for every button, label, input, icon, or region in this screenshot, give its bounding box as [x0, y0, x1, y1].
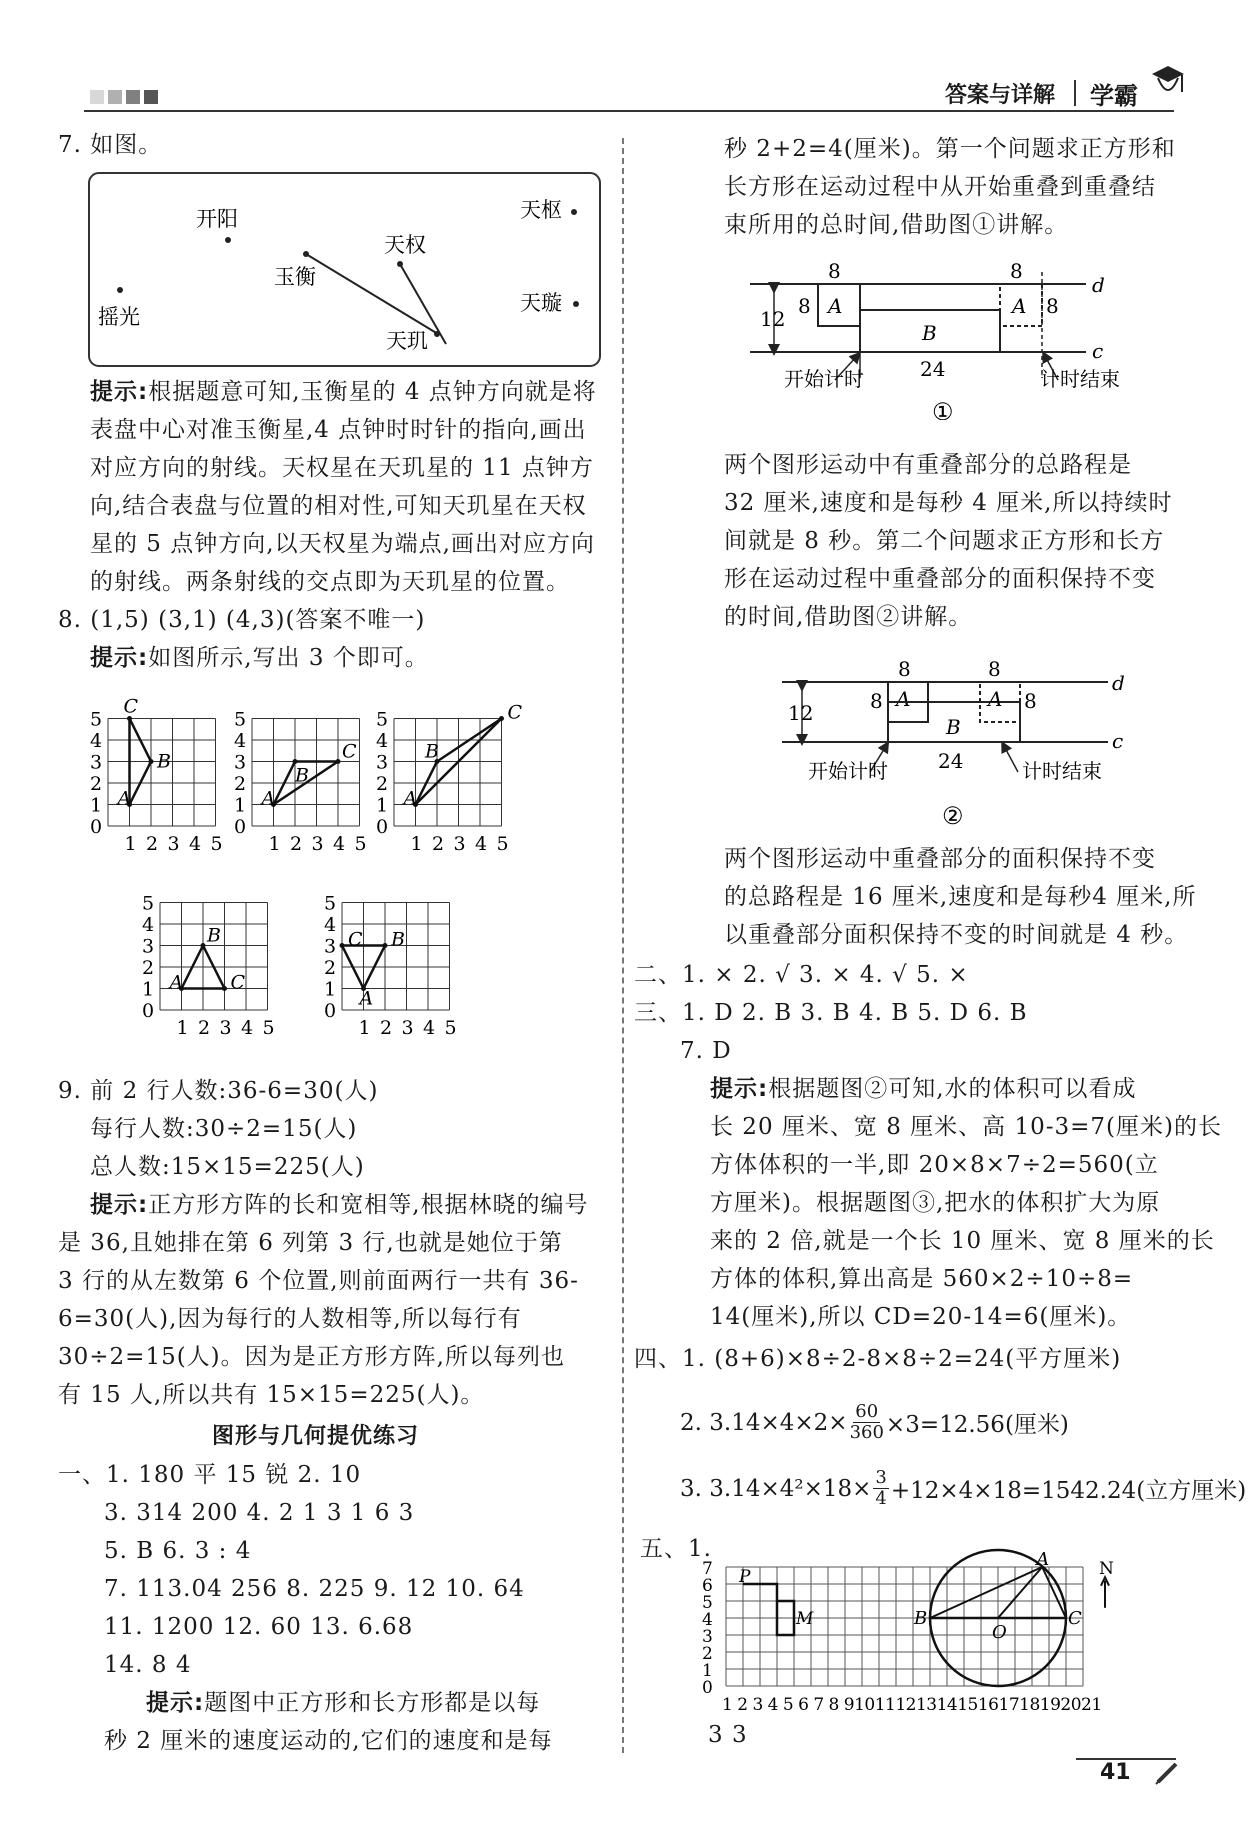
part3-hint-6: 14(厘米),所以 CD=20-14=6(厘米)。 [710, 1304, 1132, 1330]
svg-text:8: 8 [870, 689, 883, 713]
q9-hint-line-2: 3 行的从左数第 6 个位置,则前面两行一共有 36- [58, 1268, 579, 1294]
svg-text:M: M [796, 1609, 814, 1629]
q8-hint: 如图所示,写出 3 个即可。 [148, 645, 429, 671]
point-label-A: A [261, 787, 276, 810]
star-label-kaiyang: 开阳 [196, 207, 238, 231]
point-label-B: B [425, 740, 439, 763]
grid-y-label: 1 [376, 794, 389, 817]
svg-text:24: 24 [920, 357, 946, 381]
right-mid-3: 形在运动过程中重叠部分的面积保持不变 [724, 566, 1156, 592]
grid-x-label: 3 [311, 833, 324, 855]
grid-x-label: 2 [432, 833, 445, 855]
point-label-B: B [207, 924, 221, 947]
svg-text:c: c [1112, 729, 1124, 753]
grid-y-label: 3 [90, 751, 103, 774]
svg-text:B: B [922, 321, 937, 345]
grid-y-label: 1 [234, 794, 247, 817]
start-label: 开始计时 [784, 367, 864, 391]
grid-y-label: 3 [142, 935, 155, 958]
svg-text:24: 24 [938, 749, 964, 773]
point-label-A: A [403, 787, 418, 810]
svg-text:d: d [1112, 671, 1125, 695]
svg-text:A: A [988, 687, 1003, 711]
svg-text:8: 8 [988, 657, 1001, 681]
q9-line-0: 9. 前 2 行人数:36-6=30(人) [58, 1078, 379, 1104]
grid5-y-label: 7 [702, 1559, 713, 1579]
right-mid-0: 两个图形运动中有重叠部分的总路程是 [724, 452, 1132, 478]
grid-x-label: 4 [475, 833, 488, 855]
part1-line-5: 14. 8 4 [104, 1652, 192, 1678]
grid5-y-label: 0 [702, 1678, 713, 1698]
grid-y-label: 3 [324, 935, 337, 958]
part1-line-3: 7. 113.04 256 8. 225 9. 12 10. 64 [104, 1576, 525, 1602]
grid-x-label: 5 [354, 833, 367, 855]
grid-x-label: 4 [423, 1017, 436, 1039]
q9-line-1: 每行人数:30÷2=15(人) [90, 1116, 358, 1142]
right-intro-1: 长方形在运动过程中从开始重叠到重叠结 [724, 174, 1156, 200]
section-title: 图形与几何提优练习 [212, 1424, 420, 1449]
point-label-B: B [157, 750, 171, 773]
grid-x-label: 5 [262, 1017, 275, 1039]
star-label-tianxuan: 天璇 [520, 291, 562, 315]
grid-x-label: 2 [146, 833, 159, 855]
point-label-C: C [507, 701, 523, 724]
grid-y-label: 2 [90, 773, 103, 795]
svg-text:8: 8 [828, 259, 841, 283]
part1-line-0: 一、1. 180 平 15 锐 2. 10 [58, 1462, 362, 1488]
grid-y-label: 0 [234, 816, 247, 838]
grid-y-label: 1 [142, 978, 155, 1001]
grid-y-label: 5 [234, 708, 247, 731]
right-mid-1: 32 厘米,速度和是每秒 4 厘米,所以持续时 [724, 490, 1173, 516]
grid-x-label: 4 [189, 833, 202, 855]
right-intro-2: 束所用的总时间,借助图①讲解。 [724, 212, 1069, 238]
svg-text:8: 8 [1046, 294, 1059, 318]
svg-text:A: A [896, 687, 911, 711]
star-label-tianshu: 天枢 [520, 198, 562, 222]
line-d-label: d [1092, 273, 1105, 297]
q7-hint-label: 提示: [90, 379, 149, 405]
point-label-B: B [391, 928, 405, 951]
part3-hint-label: 提示: [710, 1076, 769, 1102]
pencil-icon [1152, 1758, 1182, 1788]
grid-x-label: 1 [176, 1017, 189, 1039]
grid-x-label: 1 [410, 833, 423, 855]
q9-hint-line-3: 6=30(人),因为每行的人数相等,所以每行有 [58, 1306, 522, 1332]
grid-x-label: 1 [358, 1017, 371, 1039]
svg-text:C: C [1068, 1608, 1082, 1629]
svg-text:A: A [1036, 1549, 1050, 1570]
figure-2-label: ② [942, 802, 964, 828]
right-after-2: 以重叠部分面积保持不变的时间就是 4 秒。 [724, 922, 1189, 948]
grid5-x-axis-labels: 1 2 3 4 5 6 7 8 9101112131415161718192021 [722, 1695, 1102, 1715]
grid-y-label: 2 [324, 957, 337, 979]
svg-text:B: B [914, 1608, 928, 1629]
part5-label: 五、1. [640, 1536, 712, 1562]
grid-y-label: 1 [324, 978, 337, 1001]
motion-figure-1 [740, 252, 1160, 420]
part3-hint-2: 方体体积的一半,即 20×8×7÷2=560(立 [710, 1152, 1159, 1178]
grid-x-label: 5 [496, 833, 509, 855]
point-label-C: C [123, 695, 139, 718]
grid-y-label: 0 [90, 816, 103, 838]
right-mid-2: 间就是 8 秒。第二个问题求正方形和长方 [724, 528, 1165, 554]
svg-text:8: 8 [1024, 689, 1037, 713]
header-title: 答案与详解 [945, 83, 1056, 108]
part5-grid [700, 1536, 1170, 1722]
grid-x-label: 3 [219, 1017, 232, 1039]
grid-x-label: 5 [444, 1017, 457, 1039]
point-label-A: A [169, 971, 184, 994]
grid-y-label: 5 [142, 892, 155, 915]
part2-answers: 二、1. × 2. √ 3. × 4. √ 5. × [634, 962, 969, 988]
q9-hint-line-5: 有 15 人,所以共有 15×15=225(人)。 [58, 1382, 485, 1408]
q7-star-map [88, 172, 602, 368]
svg-text:A: A [1012, 294, 1027, 318]
grid5-y-label: 5 [702, 1593, 713, 1613]
q7-hint-line-1: 表盘中心对准玉衡星,4 点钟时时针的指向,画出 [90, 417, 587, 443]
svg-text:8: 8 [798, 294, 811, 318]
right-after-1: 的总路程是 16 厘米,速度和是每秒4 厘米,所 [724, 884, 1197, 910]
grid-y-label: 4 [376, 730, 389, 752]
grid-y-label: 5 [90, 708, 103, 731]
grid-x-label: 3 [453, 833, 466, 855]
q9-line-2: 总人数:15×15=225(人) [90, 1154, 365, 1180]
star-label-yuheng: 玉衡 [274, 265, 316, 289]
q14-hint-line-1: 秒 2 厘米的速度运动的,它们的速度和是每 [104, 1728, 553, 1754]
grid-x-label: 2 [198, 1017, 211, 1039]
grid-x-label: 4 [333, 833, 346, 855]
grid-x-label: 2 [380, 1017, 393, 1039]
point-label-B: B [295, 764, 309, 787]
height-12-label: 12 [760, 307, 786, 331]
grid-y-label: 4 [234, 730, 247, 752]
point-label-C: C [230, 971, 246, 994]
right-intro-0: 秒 2+2=4(厘米)。第一个问题求正方形和 [724, 136, 1176, 162]
star-label-tianji: 天玑 [386, 329, 428, 353]
grid-y-label: 2 [376, 773, 389, 795]
grid-y-label: 4 [142, 914, 155, 936]
point-label-A: A [359, 987, 374, 1010]
svg-text:开始计时: 开始计时 [808, 759, 888, 783]
q9-hint-label: 提示: [90, 1192, 149, 1218]
grid5-y-label: 2 [702, 1644, 713, 1664]
part3-hint-5: 方体的体积,算出高是 560×2÷10÷8= [710, 1266, 1134, 1292]
grid5-y-label: 1 [702, 1661, 713, 1681]
svg-text:N: N [1099, 1558, 1114, 1579]
grid-y-label: 4 [324, 914, 337, 936]
mortarboard-icon [1148, 62, 1188, 106]
part3-answers: 三、1. D 2. B 3. B 4. B 5. D 6. B [634, 1000, 1028, 1026]
q7-hint-line-5: 的射线。两条射线的交点即为天玑星的位置。 [90, 569, 570, 595]
grid-x-label: 3 [167, 833, 180, 855]
part4-q1: 四、1. (8+6)×8÷2-8×8÷2=24(平方厘米) [634, 1346, 1122, 1372]
grid-x-label: 1 [124, 833, 137, 855]
svg-text:O: O [992, 1622, 1007, 1643]
part3-hint-3: 方厘米)。根据题图③,把水的体积扩大为原 [710, 1190, 1161, 1216]
q8-hint-label: 提示: [90, 645, 149, 671]
grid-y-label: 5 [324, 892, 337, 915]
page-number: 41 [1100, 1760, 1131, 1785]
grid-y-label: 2 [234, 773, 247, 795]
q14-hint-label: 提示: [146, 1690, 205, 1716]
part5-answer: 3 3 [708, 1722, 748, 1748]
q9-hint-line-1: 是 36,且她排在第 6 列第 3 行,也就是她位于第 [58, 1230, 563, 1256]
line-c-label: c [1092, 339, 1104, 363]
header-brand: 学霸 [1090, 82, 1138, 110]
grid-y-label: 3 [234, 751, 247, 774]
grid-y-label: 3 [376, 751, 389, 774]
svg-text:8: 8 [1010, 259, 1023, 283]
part3-hint-1: 长 20 厘米、宽 8 厘米、高 10-3=7(厘米)的长 [710, 1114, 1222, 1140]
grid-y-label: 0 [376, 816, 389, 838]
grid-x-label: 4 [241, 1017, 254, 1039]
q8-answer: 8. (1,5) (3,1) (4,3)(答案不唯一) [58, 607, 426, 633]
grid5-y-label: 6 [702, 1576, 713, 1596]
grid5-y-label: 3 [702, 1627, 713, 1647]
part1-line-4: 11. 1200 12. 60 13. 6.68 [104, 1614, 414, 1640]
right-mid-4: 的时间,借助图②讲解。 [724, 604, 973, 630]
part1-line-1: 3. 314 200 4. 2 1 3 1 6 3 [104, 1500, 415, 1526]
point-label-C: C [342, 740, 357, 763]
q9-hint-line-4: 30÷2=15(人)。因为是正方形方阵,所以每列也 [58, 1344, 565, 1370]
svg-text:12: 12 [788, 701, 814, 725]
star-label-yaoguang: 摇光 [98, 305, 140, 329]
part3-hint-0: 根据题图②可知,水的体积可以看成 [768, 1076, 1137, 1102]
grid-y-label: 5 [376, 708, 389, 731]
right-after-0: 两个图形运动中重叠部分的面积保持不变 [724, 846, 1156, 872]
part3-hint-4: 来的 2 倍,就是一个长 10 厘米、宽 8 厘米的长 [710, 1228, 1215, 1254]
grid-x-label: 1 [268, 833, 281, 855]
q7-hint-line-0: 根据题意可知,玉衡星的 4 点钟方向就是将 [148, 379, 597, 405]
svg-text:计时结束: 计时结束 [1022, 759, 1102, 783]
q9-hint-line-0: 正方形方阵的长和宽相等,根据林晓的编号 [148, 1192, 589, 1218]
q8-grids [88, 690, 628, 1050]
grid-y-label: 4 [90, 730, 103, 752]
grid-y-label: 1 [90, 794, 103, 817]
star-label-tianquan: 天权 [384, 233, 426, 257]
grid-y-label: 0 [142, 1000, 155, 1022]
motion-figure-2 [778, 652, 1158, 828]
svg-text:P: P [739, 1567, 751, 1587]
q14-hint-line-0: 题图中正方形和长方形都是以每 [204, 1690, 541, 1716]
q7-hint-line-3: 向,结合表盘与位置的相对性,可知天玑星在天权 [90, 493, 587, 519]
grid5-y-label: 4 [702, 1610, 713, 1630]
q7-label: 7. 如图。 [58, 132, 163, 158]
svg-text:8: 8 [898, 657, 911, 681]
svg-text:B: B [946, 715, 961, 739]
q7-hint-line-4: 星的 5 点钟方向,以天权星为端点,画出对应方向 [90, 531, 595, 557]
part3-q7: 7. D [680, 1038, 732, 1064]
grid-x-label: 2 [290, 833, 303, 855]
grid-y-label: 2 [142, 957, 155, 979]
point-label-C: C [348, 928, 363, 951]
grid-x-label: 5 [210, 833, 223, 855]
point-label-A: A [117, 787, 132, 810]
end-label: 计时结束 [1040, 367, 1120, 391]
grid-y-label: 0 [324, 1000, 337, 1022]
svg-text:A: A [828, 294, 843, 318]
part1-line-2: 5. B 6. 3 : 4 [104, 1538, 252, 1564]
part4-q3: 3. 3.14×4²×18× $\frac{3}{4}$ +12×4×18=1542.24(立方厘米) [680, 1467, 1247, 1509]
figure-1-label: ① [932, 398, 954, 420]
part4-q2: 2. 3.14×4×2× $\frac{60}{360}$ ×3=12.56(厘米) [680, 1401, 1069, 1443]
grid-x-label: 3 [401, 1017, 414, 1039]
q7-hint-line-2: 对应方向的射线。天权星在天玑星的 11 点钟方 [90, 455, 594, 481]
